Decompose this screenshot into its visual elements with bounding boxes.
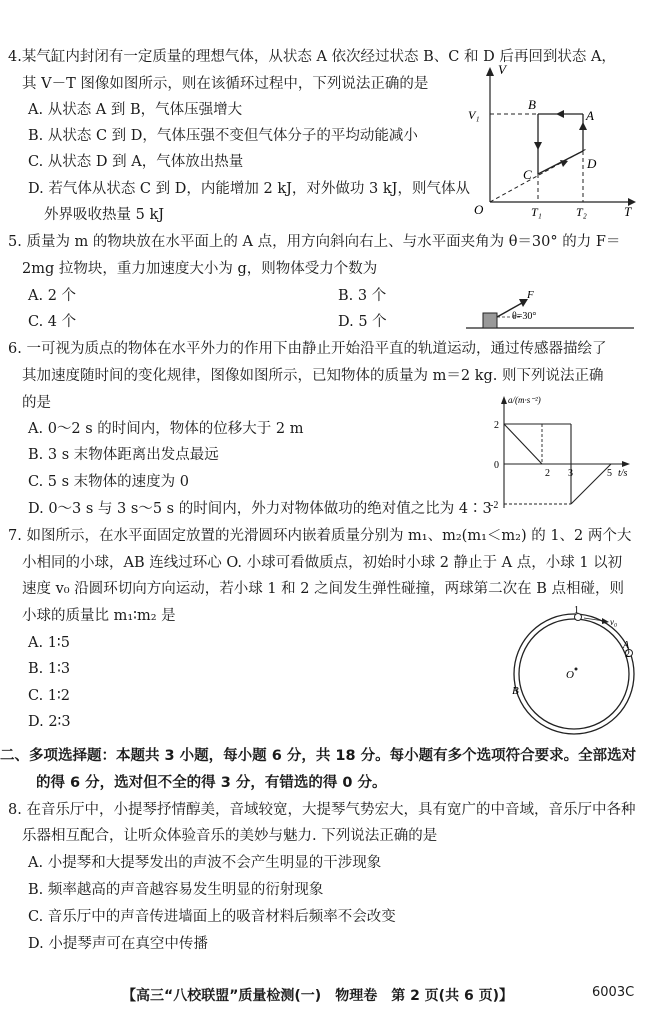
section2-heading-line2: 的得 6 分，选对但不全的得 3 分，有错选的得 0 分。 [36, 775, 387, 791]
q6-option-a: A. 0～2 s 的时间内，物体的位移大于 2 m [28, 421, 304, 437]
point-a-label: A [623, 640, 630, 651]
q7-stem-line2: 小相同的小球，AB 连线过环心 O. 小球可看做质点，初始时小球 2 静止于 A 点，小球 1 以初 [22, 555, 623, 571]
q7-option-c: C. 1∶2 [28, 688, 71, 704]
q7-option-d: D. 2∶3 [28, 714, 71, 730]
q8-option-a: A. 小提琴和大提琴发出的声波不会产生明显的干涉现象 [28, 855, 382, 871]
page-code: 6003C [592, 985, 635, 1000]
point-d-label: D [587, 156, 597, 171]
q5-option-c: C. 4 个 [28, 314, 77, 330]
force-f-label: F [527, 289, 534, 301]
tick-y-0: 0 [494, 460, 499, 471]
a-axis-label: a/(m·s⁻²) [508, 395, 541, 405]
q5-force-diagram [466, 284, 638, 332]
q7-stem-line4: 小球的质量比 m₁∶m₂ 是 [22, 608, 176, 624]
v0-label: v₀ [610, 617, 618, 627]
q5-option-a: A. 2 个 [28, 288, 77, 304]
t1-label: T₁ [531, 205, 542, 219]
q8-option-d: D. 小提琴声可在真空中传播 [28, 936, 208, 952]
point-c-label: C [523, 167, 532, 182]
q6-option-d: D. 0～3 s 与 3 s～5 s 的时间内，外力对物体做功的绝对值之比为 4∶3 [28, 501, 492, 517]
q6-option-c: C. 5 s 末物体的速度为 0 [28, 474, 190, 490]
t2-label: T₂ [576, 205, 587, 219]
q6-option-b: B. 3 s 末物体距离出发点最远 [28, 447, 219, 463]
page-footer: 【高三“八校联盟”质量检测(一) 物理卷 第 2 页(共 6 页)】 [122, 988, 513, 1004]
tick-y-neg2: -2 [490, 500, 499, 511]
q5-option-d: D. 5 个 [338, 314, 387, 330]
q8-option-c: C. 音乐厅中的声音传进墙面上的吸音材料后频率不会改变 [28, 909, 396, 925]
q4-option-d-line1: D. 若气体从状态 C 到 D，内能增加 2 kJ，对外做功 3 kJ，则气体从 [28, 181, 470, 197]
tick-x-3: 3 [568, 468, 573, 479]
q5-stem-line2: 2mg 拉物块，重力加速度大小为 g，则物体受力个数为 [22, 261, 378, 277]
point-a-label: A [586, 108, 594, 123]
q7-ring-diagram [510, 606, 640, 734]
ball-1-label: 1 [574, 605, 579, 616]
q4-stem-line2: 其 V－T 图像如图所示，则在该循环过程中，下列说法正确的是 [22, 76, 429, 92]
q4-stem-line1: 4.某气缸内封闭有一定质量的理想气体，从状态 A 依次经过状态 B、C 和 D 后再回到状态 A， [8, 49, 616, 65]
q5-option-b: B. 3 个 [338, 288, 387, 304]
q5-stem-line1: 5. 质量为 m 的物块放在水平面上的 A 点，用方向斜向右上、与水平面夹角为 θ＝30° 的力 F＝ [8, 234, 621, 250]
q7-stem-line1: 7. 如图所示，在水平面固定放置的光滑圆环内嵌着质量分别为 m₁、m₂(m₁＜m₂) 的 1、2 两个大 [8, 528, 632, 544]
q7-option-a: A. 1∶5 [28, 635, 70, 651]
q4-option-d-line2: 外界吸收热量 5 kJ [44, 207, 165, 223]
q4-vt-graph [460, 62, 640, 222]
q8-stem-line1: 8. 在音乐厅中，小提琴抒情醇美，音域较宽，大提琴气势宏大，具有宽广的中音域，音乐厅中各种 [8, 802, 636, 818]
q4-option-a: A. 从状态 A 到 B，气体压强增大 [28, 102, 243, 118]
tick-x-5: 5 [607, 468, 612, 479]
q8-option-b: B. 频率越高的声音越容易发生明显的衍射现象 [28, 882, 324, 898]
q6-stem-line3: 的是 [22, 395, 51, 411]
q6-stem-line1: 6. 一可视为质点的物体在水平外力的作用下由静止开始沿平直的轨道运动，通过传感器描绘了 [8, 341, 607, 357]
v1-label: V₁ [468, 108, 480, 122]
angle-label: θ=30° [512, 311, 537, 322]
center-o-label: O [566, 669, 574, 681]
q6-at-graph [476, 392, 636, 514]
axis-v-label: V [498, 62, 506, 77]
point-b-label: B [512, 685, 519, 697]
section2-heading-line1: 二、多项选择题：本题共 3 小题，每小题 6 分，共 18 分。每小题有多个选项符合要求。全部选对 [0, 748, 637, 764]
q6-stem-line2: 其加速度随时间的变化规律，图像如图所示，已知物体的质量为 m＝2 kg. 则下列说法正确 [22, 368, 604, 384]
q7-option-b: B. 1∶3 [28, 661, 71, 677]
origin-label: O [474, 202, 484, 217]
q4-option-b: B. 从状态 C 到 D，气体压强不变但气体分子的平均动能减小 [28, 128, 418, 144]
q8-stem-line2: 乐器相互配合，让听众体验音乐的美妙与魅力. 下列说法正确的是 [22, 828, 438, 844]
t-axis-label: t/s [618, 468, 628, 479]
ball-2-label: 2 [625, 649, 630, 660]
point-b-label: B [528, 97, 536, 112]
q4-option-c: C. 从状态 D 到 A，气体放出热量 [28, 154, 244, 170]
tick-y-2: 2 [494, 420, 499, 431]
q7-stem-line3: 速度 v₀ 沿圆环切向方向运动，若小球 1 和 2 之间发生弹性碰撞，两球第二次在 B 点相碰，则 [22, 581, 624, 597]
axis-t-label: T [624, 204, 632, 219]
tick-x-2: 2 [545, 468, 550, 479]
